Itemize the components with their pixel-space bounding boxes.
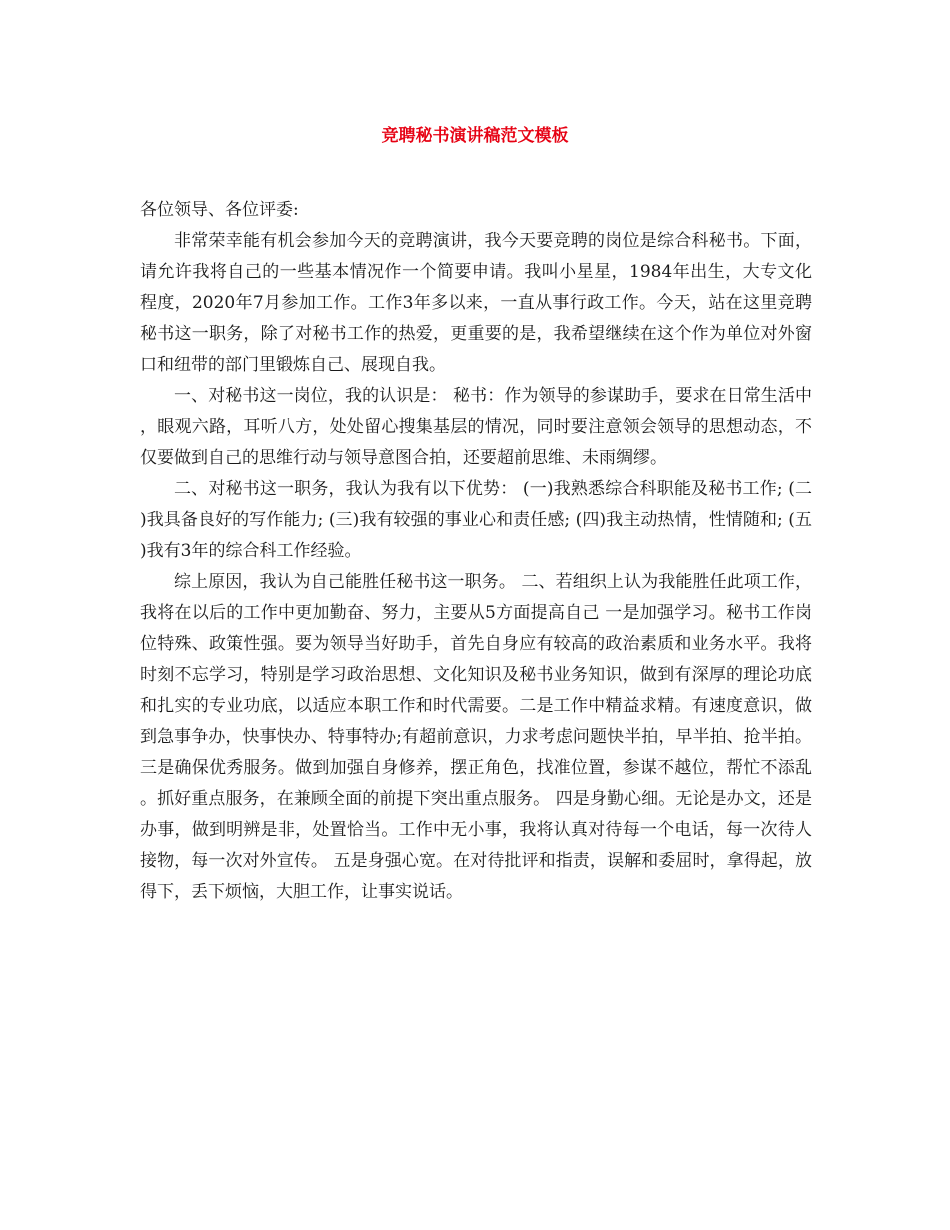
paragraph-plans: 综上原因，我认为自己能胜任秘书这一职务。 二、若组织上认为我能胜任此项工作，我将在以后的工作中更加勤奋、努力，主要从5方面提高自己 一是加强学习。秘书工作岗位特殊、政策性强。要为领导当好助手，首先自身应有较高的政治素质和业务水平。我将时刻不忘学习，特别是学习政治思想、文化知识及秘书业务知识，做到有深厚的理论功底和扎实的专业功底，以适应本职工作和时代需要。二是工作中精益求精。有速度意识，做到急事争办，快事快办、特事特办;有超前意识，力求考虑问题快半拍，早半拍、抢半拍。 三是确保优秀服务。做到加强自身修养，摆正角色，找准位置，参谋不越位，帮忙不添乱。抓好重点服务，在兼顾全面的前提下突出重点服务。 四是身勤心细。无论是办文，还是办事，做到明辨是非，处置恰当。工作中无小事，我将认真对待每一个电话，每一次待人接物，每一次对外宣传。 五是身强心宽。在对待批评和指责，误解和委屈时，拿得起，放得下，丢下烦恼，大胆工作，让事实说话。 (140, 572, 812, 902)
paragraph-understanding: 一、对秘书这一岗位，我的认识是： 秘书：作为领导的参谋助手，要求在日常生活中，眼观六路，耳听八方，处处留心搜集基层的情况，同时要注意领会领导的思想动态，不仅要做到自己的思维行动与领导意图合拍，还要超前思维、未雨绸缪。 (140, 386, 812, 468)
paragraph-intro: 非常荣幸能有机会参加今天的竞聘演讲，我今天要竞聘的岗位是综合科秘书。下面，请允许我将自己的一些基本情况作一个简要申请。我叫小星星，1984年出生，大专文化程度，2020年7月参加工作。工作3年多以来，一直从事行政工作。今天，站在这里竞聘秘书这一职务，除了对秘书工作的热爱，更重要的是，我希望继续在这个作为单位对外窗口和纽带的部门里锻炼自己、展现自我。 (140, 231, 812, 375)
greeting: 各位领导、各位评委: (140, 200, 299, 220)
document-body (140, 195, 812, 908)
document-title: 竞聘秘书演讲稿范文模板 (381, 126, 569, 146)
paragraph-advantages: 二、对秘书这一职务，我认为我有以下优势： (一)我熟悉综合科职能及秘书工作; (二)我具备良好的写作能力; (三)我有较强的事业心和责任感; (四)我主动热情，性情随和; (五)我有3年的综合科工作经验。 (140, 479, 812, 561)
